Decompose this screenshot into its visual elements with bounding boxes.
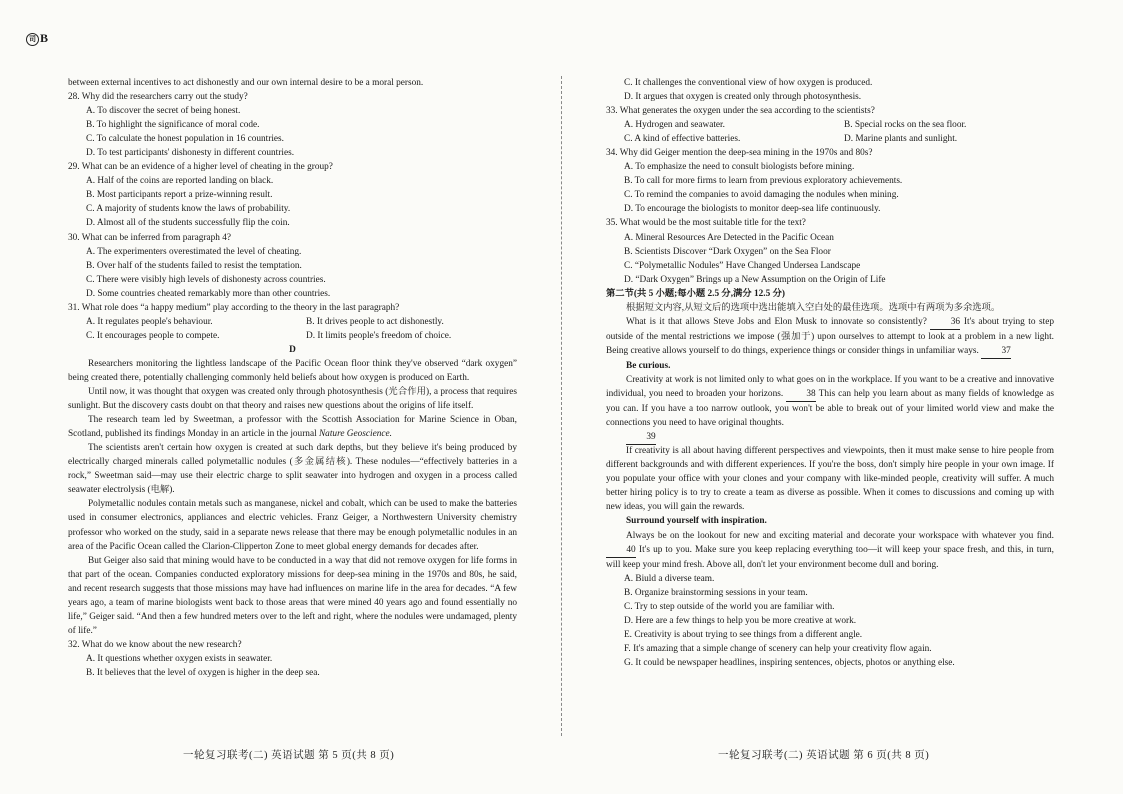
section-2-heading: 第二节(共 5 小题;每小题 2.5 分,满分 12.5 分) xyxy=(606,288,785,299)
q33-option-a[interactable]: A. Hydrogen and seawater. xyxy=(624,120,725,131)
cloze-option-a[interactable]: A. Biuld a diverse team. xyxy=(624,573,715,584)
q31-option-c[interactable]: C. It encourages people to compete. xyxy=(86,330,220,341)
cloze-option-d[interactable]: D. Here are a few things to help you be more creative at work. xyxy=(624,615,857,626)
blank-40[interactable]: 40 xyxy=(606,543,636,558)
passage-d-paragraph-4: The scientists aren't certain how oxygen is created at such dark depths, but they believe it's being produced by electrically charged minerals called polymetallic nodules (多金属结核). These nodules—“effectively batteries in a rock,” Sweetman said—may use their electric charge to split seawater into hydrogen and oxygen in a process called seawater electrolysis (电解). xyxy=(68,443,517,496)
q34-option-a[interactable]: A. To emphasize the need to consult biologists before mining. xyxy=(624,162,855,173)
version-letter: B xyxy=(40,31,48,45)
paper-version-badge xyxy=(26,31,47,46)
page-footer-right: 一轮复习联考(二) 英语试题 第 6 页(共 8 页) xyxy=(718,750,930,761)
question-28: 28. Why did the researchers carry out the study? xyxy=(68,92,248,103)
blank-38[interactable]: 38 xyxy=(786,387,816,402)
cloze-p1-text-a: What is it that allows Steve Jobs and Elon Musk to innovate so consistently? xyxy=(626,316,931,327)
cloze-paragraph-3: If creativity is all about having different perspectives and viewpoints, then it must make sense to hire people from different backgrounds and with different experiences. If you're the boss, don't simply hire people in your own image. If you populate your office with your clones and your company with like-minded people, creativity will suffer. A much better hiring policy is to try to create a team as diverse as possible. When it comes to discussions and coming up with new ideas, you will gain the rewards. xyxy=(606,446,1054,513)
q32-option-d[interactable]: D. It argues that oxygen is created only through photosynthesis. xyxy=(624,92,862,103)
cloze-p4-text-a: Always be on the lookout for new and exciting material and decorate your workspace with whatever you find. xyxy=(626,530,1054,541)
q30-option-a[interactable]: A. The experimenters overestimated the level of cheating. xyxy=(86,246,302,257)
q31-option-d[interactable]: D. It limits people's freedom of choice. xyxy=(306,330,452,341)
q32-option-a[interactable]: A. It questions whether oxygen exists in seawater. xyxy=(86,653,273,664)
passage-d-paragraph-2: Until now, it was thought that oxygen was created only through photosynthesis (光合作用), a process that requires sunlight. But the discovery casts doubt on that theory and raises new questions about the origins of life itself. xyxy=(68,387,517,412)
p3-text: The research team led by Sweetman, a professor with the Scottish Association for Marine Science in Oban, Scotland, published its findings Monday in an article in the journal xyxy=(68,415,517,440)
passage-d-paragraph-5: Polymetallic nodules contain metals such as manganese, nickel and cobalt, which can be used to make the batteries used in consumer electronics, appliances and electric vehicles. Franz Geiger, a Northwestern University chemistry professor who worked on the study, said in a separate news release that there may be enough polymetallic nodules in an area of the Pacific Ocean called the Clarion-Clipperton Zone to meet global energy demands for decades after. xyxy=(68,499,517,552)
q32-option-b[interactable]: B. It believes that the level of oxygen is higher in the deep sea. xyxy=(86,667,320,678)
passage-d-paragraph-3 xyxy=(68,413,517,441)
q30-option-b[interactable]: B. Over half of the students failed to resist the temptation. xyxy=(86,260,302,271)
q28-option-d[interactable]: D. To test participants' dishonesty in different countries. xyxy=(86,148,295,159)
blank-39-line xyxy=(606,430,1054,444)
version-circle-mark: 司 xyxy=(26,33,39,46)
cloze-option-b[interactable]: B. Organize brainstorming sessions in your team. xyxy=(624,587,808,598)
question-35: 35. What would be the most suitable title for the text? xyxy=(606,218,806,229)
cloze-option-c[interactable]: C. Try to step outside of the world you are familiar with. xyxy=(624,601,835,612)
cloze-p4-text-b: It's up to you. Make sure you keep replacing everything too—it will keep your space fresh, and this, in turn, will keep your mind fresh. Above all, don't let your environment become dull and boring. xyxy=(606,544,1054,570)
subheading-surround-inspiration: Surround yourself with inspiration. xyxy=(626,516,767,527)
cloze-paragraph-2 xyxy=(606,373,1054,430)
q29-option-c[interactable]: C. A majority of students know the laws of probability. xyxy=(86,204,291,215)
q28-option-c[interactable]: C. To calculate the honest population in 16 countries. xyxy=(86,134,284,145)
question-31: 31. What role does “a happy medium” play according to the theory in the last paragraph? xyxy=(68,302,400,313)
cloze-option-e[interactable]: E. Creativity is about trying to see things from a different angle. xyxy=(624,629,863,640)
page-footer-left: 一轮复习联考(二) 英语试题 第 5 页(共 8 页) xyxy=(183,750,395,761)
cloze-paragraph-1 xyxy=(606,315,1054,359)
section-2-instructions: 根据短文内容,从短文后的选项中选出能填入空白处的最佳选项。选项中有两项为多余选项。 xyxy=(626,302,1001,313)
q29-option-d[interactable]: D. Almost all of the students successfully flip the coin. xyxy=(86,218,290,229)
blank-37[interactable]: 37 xyxy=(981,344,1011,359)
q28-option-a[interactable]: A. To discover the secret of being honest. xyxy=(86,106,241,117)
q29-option-a[interactable]: A. Half of the coins are reported landing on black. xyxy=(86,176,274,187)
cloze-p1-text-b: It's about trying to step outside of the mental restrictions we impose (强加于) upon ourselves to attempt to look at a problem in a new light. Being creative allows yourself to do things, experience things or consider things in unfamiliar ways. xyxy=(606,316,1055,356)
cloze-option-g[interactable]: G. It could be newspaper headlines, inspiring sentences, objects, photos or anything else. xyxy=(624,657,955,668)
cloze-option-f[interactable]: F. It's amazing that a simple change of scenery can help your creativity flow again. xyxy=(624,643,932,654)
q33-option-b[interactable]: B. Special rocks on the sea floor. xyxy=(844,120,967,131)
q35-option-b[interactable]: B. Scientists Discover “Dark Oxygen” on the Sea Floor xyxy=(624,246,831,257)
question-29: 29. What can be an evidence of a higher level of cheating in the group? xyxy=(68,162,333,173)
left-column xyxy=(68,76,517,680)
passage-d-paragraph-6: But Geiger also said that mining would have to be conducted in a way that did not remove oxygen for life forms in that part of the ocean. Companies conducted exploratory missions for deep-sea mining in the 1970s and 80s, he said, and recent research suggests that those missions may have had influences on marine life in the area for decades. “A few years ago, a team of marine biologists went back to those areas that were mined 40 years ago and found essentially no life,” Geiger said. “And then a few hundred meters over to the left and right, where the nodules were undamaged, plenty of life.” xyxy=(68,555,517,636)
q30-option-c[interactable]: C. There were visibly high levels of dishonesty across countries. xyxy=(86,274,326,285)
q34-option-c[interactable]: C. To remind the companies to avoid damaging the nodules when mining. xyxy=(624,190,899,201)
q31-option-a[interactable]: A. It regulates people's behaviour. xyxy=(86,316,213,327)
column-divider xyxy=(561,76,562,736)
question-34: 34. Why did Geiger mention the deep-sea mining in the 1970s and 80s? xyxy=(606,148,873,159)
section-d-heading: D xyxy=(289,344,296,355)
q33-options-row1 xyxy=(606,118,1054,132)
q31-options-row1 xyxy=(68,315,517,329)
journal-name: Nature Geoscience. xyxy=(318,429,392,440)
q33-option-c[interactable]: C. A kind of effective batteries. xyxy=(624,134,741,145)
q28-option-b[interactable]: B. To highlight the significance of moral code. xyxy=(86,120,260,131)
q34-option-b[interactable]: B. To call for more firms to learn from previous exploratory achievements. xyxy=(624,176,903,187)
blank-36[interactable]: 36 xyxy=(930,315,960,330)
q35-option-d[interactable]: D. “Dark Oxygen” Brings up a New Assumption on the Origin of Life xyxy=(624,274,886,285)
cloze-paragraph-4 xyxy=(606,529,1054,572)
question-33: 33. What generates the oxygen under the sea according to the scientists? xyxy=(606,106,875,117)
q35-option-a[interactable]: A. Mineral Resources Are Detected in the Pacific Ocean xyxy=(624,232,834,243)
q29-option-b[interactable]: B. Most participants report a prize-winning result. xyxy=(86,190,273,201)
passage-d-paragraph-1: Researchers monitoring the lightless landscape of the Pacific Ocean floor think they've observed “dark oxygen” being created there, potentially challenging commonly held beliefs about how oxygen is produced on Earth. xyxy=(68,358,517,383)
q31-option-b[interactable]: B. It drives people to act dishonestly. xyxy=(306,316,444,327)
question-32: 32. What do we know about the new research? xyxy=(68,639,242,650)
q32-option-c[interactable]: C. It challenges the conventional view of how oxygen is produced. xyxy=(624,78,873,88)
q35-option-c[interactable]: C. “Polymetallic Nodules” Have Changed Undersea Landscape xyxy=(624,260,861,271)
question-30: 30. What can be inferred from paragraph 4? xyxy=(68,232,231,243)
right-column xyxy=(606,76,1054,670)
cloze-p2-text-a: Creativity at work is not limited only to what goes on in the workplace. If you want to be a creative and innovative individual, you need to broaden your horizons. xyxy=(606,374,1054,400)
blank-39[interactable]: 39 xyxy=(626,430,656,445)
subheading-be-curious: Be curious. xyxy=(626,360,671,371)
passage-c-last-line: between external incentives to act dishonestly and our own internal desire to be a moral person. xyxy=(68,78,424,88)
q31-options-row2 xyxy=(68,329,517,343)
q33-option-d[interactable]: D. Marine plants and sunlight. xyxy=(844,134,958,145)
q30-option-d[interactable]: D. Some countries cheated remarkably more than other countries. xyxy=(86,288,331,299)
cloze-p2-text-b: This can help you learn about as many fields of knowledge as you can. If you have a too narrow outlook, you won't be able to break out of your limited world view and make the connections you need to have original thoughts. xyxy=(606,389,1054,429)
q34-option-d[interactable]: D. To encourage the biologists to monitor deep-sea life continuously. xyxy=(624,204,881,215)
q33-options-row2 xyxy=(606,132,1054,146)
